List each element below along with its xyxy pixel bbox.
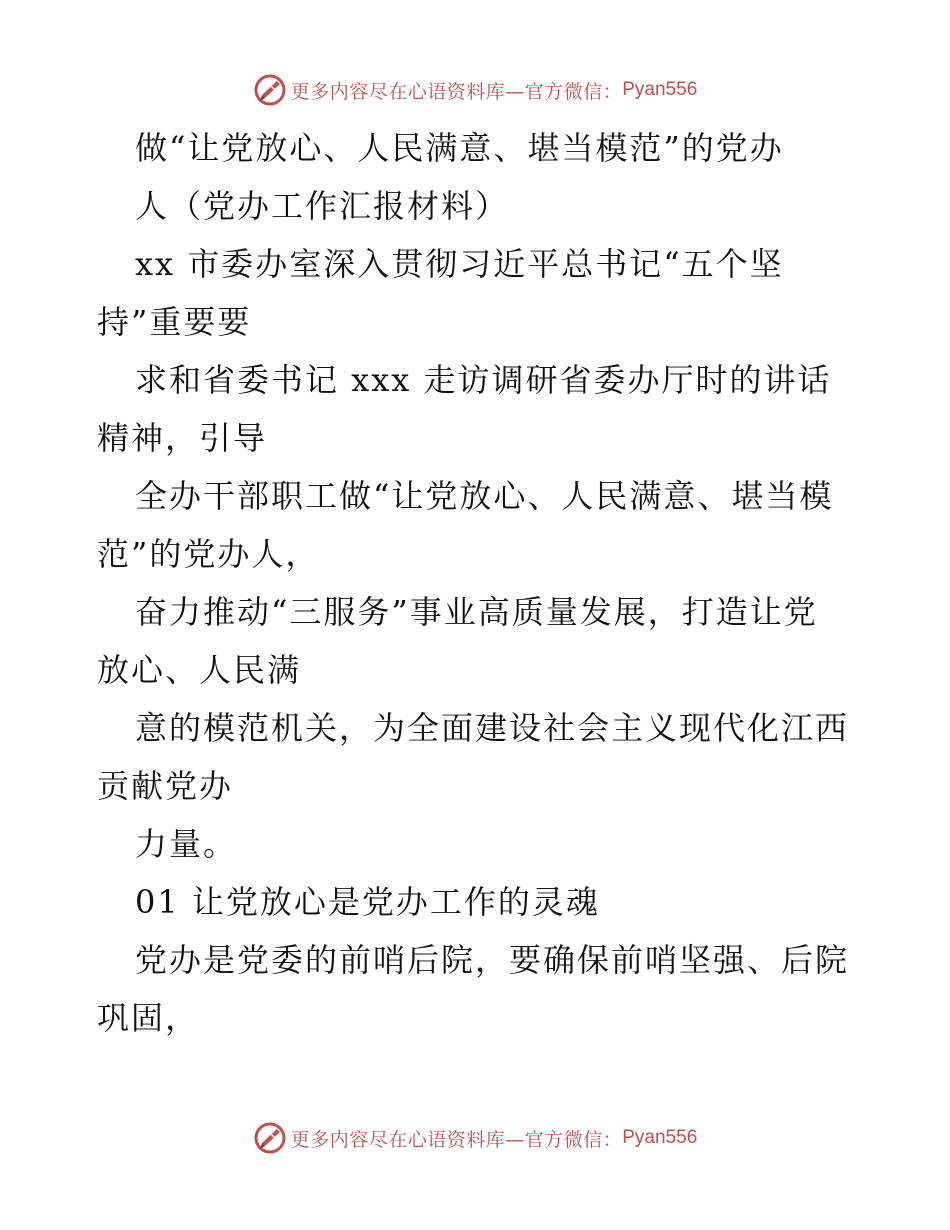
header-wechat-id: Pyan556: [622, 79, 698, 100]
footer-banner-text: 更多内容尽在心语资料库—官方微信：: [290, 1128, 623, 1151]
doc-line: 奋力推动“三服务”事业高质量发展，打造让党: [135, 593, 818, 631]
doc-line: xx 市委办室深入贯彻习近平总书记“五个坚: [135, 245, 784, 283]
header-banner-text: 更多内容尽在心语资料库—官方微信：: [290, 80, 623, 103]
doc-line: 党办是党委的前哨后院，要确保前哨坚强、后院: [135, 941, 850, 979]
doc-line: 贡献党办: [97, 767, 234, 805]
doc-line: 做“让党放心、人民满意、堪当模范”的党办: [135, 129, 784, 167]
doc-line: 力量。: [135, 825, 238, 863]
quill-seal-icon: [253, 1121, 287, 1155]
doc-line: 求和省委书记 xxx 走访调研省委办厅时的讲话: [135, 361, 832, 399]
doc-line: 意的模范机关，为全面建设社会主义现代化江西: [135, 709, 850, 747]
doc-line: 范”的党办人，: [97, 535, 320, 573]
doc-line: 巩固，: [97, 999, 200, 1037]
footer-wechat-id: Pyan556: [622, 1127, 698, 1148]
footer-banner: [0, 1118, 950, 1158]
doc-line: 放心、人民满: [97, 651, 302, 689]
doc-line-heading: 01 让党放心是党办工作的灵魂: [135, 883, 600, 921]
doc-line: 人（党办工作汇报材料）: [135, 187, 510, 225]
doc-line: 全办干部职工做“让党放心、人民满意、堪当模: [135, 477, 834, 515]
doc-line: 精神，引导: [97, 419, 268, 457]
doc-line: 持”重要要: [97, 303, 252, 341]
